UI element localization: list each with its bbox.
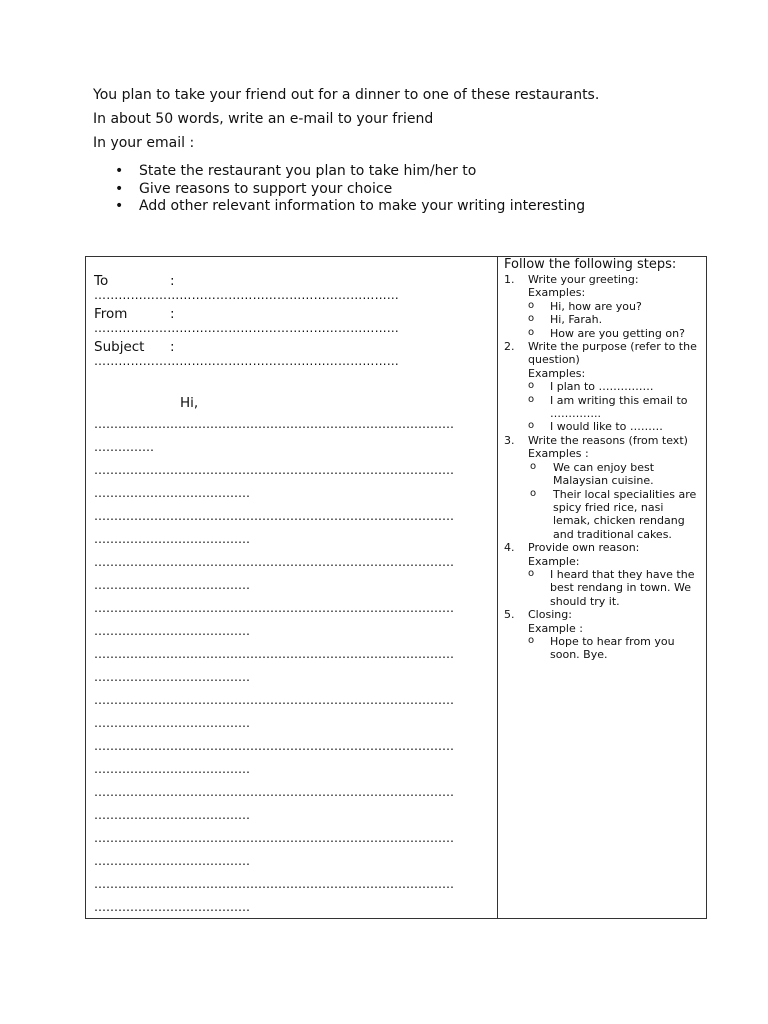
circle-bullet-icon: o: [528, 393, 535, 405]
circle-bullet-icon: o: [528, 420, 535, 432]
step-3: 3. Write the reasons (from text) Examples :: [504, 434, 704, 461]
instructions: [93, 86, 599, 215]
writing-line[interactable]: ………………………………………………………………………………: [94, 417, 454, 431]
step-label: Closing:: [528, 608, 572, 622]
writing-line[interactable]: ………………………………………………………………………………: [94, 647, 454, 661]
requirement-item: • Add other relevant information to make your writing interesting: [115, 198, 586, 214]
writing-line[interactable]: …………………………………: [94, 762, 250, 776]
examples-label: Example :: [528, 621, 583, 635]
writing-line[interactable]: ………………………………………………………………………………: [94, 831, 454, 845]
requirement-item: • Give reasons to support your choice: [115, 180, 393, 197]
task-line-3: In your email :: [93, 135, 195, 151]
writing-line[interactable]: …………………………………: [94, 854, 250, 868]
column-divider: [497, 257, 498, 918]
step-label: Write the purpose (refer to the question): [528, 340, 697, 367]
examples-label: Examples:: [528, 366, 586, 380]
step-label: Write your greeting:: [528, 273, 639, 286]
writing-line[interactable]: …………………………………: [94, 578, 250, 592]
example-item: o I heard that they have the best rendang in town. We should try it.: [528, 567, 695, 608]
example-item: o Hope to hear from you soon. Bye.: [528, 634, 675, 662]
email-worksheet-table: [85, 256, 707, 919]
example-item: o How are you getting on?: [528, 326, 685, 340]
writing-line[interactable]: ………………………………………………………………………………: [94, 601, 454, 615]
circle-bullet-icon: o: [528, 313, 535, 325]
example-item: o I plan to ……………: [528, 380, 654, 394]
example-item: o Their local specialities are spicy fried rice, nasi lemak, chicken rendang and traditional cakes.: [530, 487, 697, 541]
example-item: o Hi, Farah.: [528, 313, 603, 327]
examples-label: Examples :: [528, 447, 589, 461]
example-item: o Hi, how are you?: [528, 299, 642, 313]
bullet-icon: •: [115, 198, 124, 214]
writing-line[interactable]: …………………………………: [94, 808, 250, 822]
circle-bullet-icon: o: [530, 487, 537, 499]
step-4: 4. Provide own reason: Example:: [504, 541, 704, 568]
email-draft-area[interactable]: [94, 273, 490, 923]
circle-bullet-icon: o: [530, 460, 537, 472]
steps-guide: [504, 257, 704, 662]
circle-bullet-icon: o: [528, 634, 535, 646]
writing-line[interactable]: ………………………………………………………………………………: [94, 693, 454, 707]
step-label: Provide own reason:: [528, 541, 640, 555]
writing-line[interactable]: ………………………………………………………………………………: [94, 877, 454, 891]
task-line-2: In about 50 words, write an e-mail to your friend: [93, 111, 434, 127]
requirement-list: [115, 162, 599, 215]
writing-line[interactable]: …………………………………: [94, 716, 250, 730]
circle-bullet-icon: o: [528, 299, 535, 311]
task-line-1: You plan to take your friend out for a dinner to one of these restaurants.: [93, 87, 600, 103]
writing-line[interactable]: …………………………………: [94, 900, 250, 914]
bullet-icon: •: [115, 163, 124, 179]
circle-bullet-icon: o: [528, 326, 535, 338]
example-item: o We can enjoy best Malaysian cuisine.: [530, 460, 655, 488]
circle-bullet-icon: o: [528, 567, 535, 579]
writing-line[interactable]: …………………………………: [94, 486, 250, 500]
writing-line[interactable]: ………………………………………………………………………………: [94, 463, 454, 477]
from-field[interactable]: …………………………………………………………………: [94, 322, 399, 335]
to-field[interactable]: …………………………………………………………………: [94, 289, 399, 302]
writing-line[interactable]: ……………: [94, 440, 154, 454]
writing-line[interactable]: …………………………………: [94, 670, 250, 684]
step-label: Write the reasons (from text): [528, 433, 688, 447]
example-item: o I am writing this email to …………..: [528, 393, 688, 421]
circle-bullet-icon: o: [528, 380, 535, 392]
writing-line[interactable]: ………………………………………………………………………………: [94, 555, 454, 569]
from-row: From :: [94, 306, 175, 322]
guide-title: Follow the following steps:: [504, 257, 677, 272]
subject-row: Subject :: [94, 339, 175, 355]
step-1: 1. Write your greeting: Examples:: [504, 273, 704, 300]
writing-line[interactable]: …………………………………: [94, 532, 250, 546]
examples-label: Example:: [528, 554, 580, 568]
greeting-text: Hi,: [180, 395, 199, 411]
step-2: 2. Write the purpose (refer to the question) Examples:: [504, 340, 704, 380]
examples-label: Examples:: [528, 286, 586, 300]
step-5: 5. Closing: Example :: [504, 608, 704, 635]
writing-line[interactable]: ………………………………………………………………………………: [94, 739, 454, 753]
requirement-item: • State the restaurant you plan to take him/her to: [115, 163, 477, 179]
writing-line[interactable]: …………………………………: [94, 624, 250, 638]
writing-line[interactable]: ………………………………………………………………………………: [94, 785, 454, 799]
writing-line[interactable]: ………………………………………………………………………………: [94, 509, 454, 523]
subject-field[interactable]: …………………………………………………………………: [94, 355, 399, 368]
to-row: To :: [94, 273, 175, 289]
bullet-icon: •: [115, 180, 124, 197]
example-item: o I would like to ………: [528, 420, 663, 434]
